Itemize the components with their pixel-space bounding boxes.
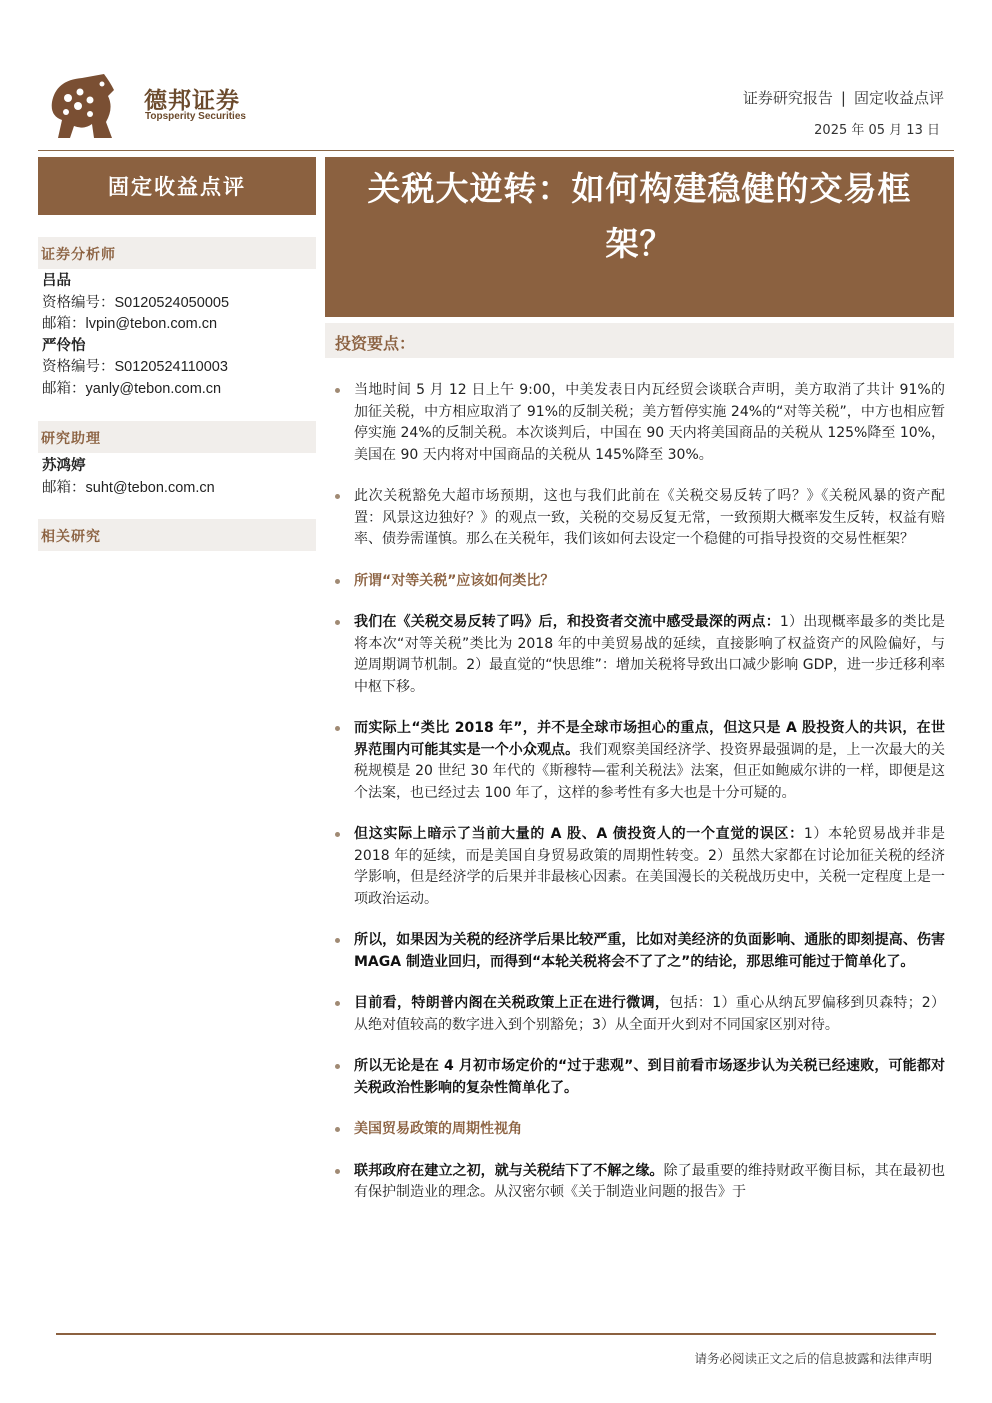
report-category	[743, 87, 944, 108]
header-divider	[38, 150, 954, 151]
paragraph-text: 除了最重要的维持财政平衡目标，其在最初也有保护制造业的理念。从汉密尔顿《关于制造业问题的报告》于	[354, 1162, 945, 1200]
bullet-paragraph	[333, 824, 945, 910]
brand-name-en: Topsperity Securities	[145, 111, 246, 122]
brand-name-cn: 德邦证券	[144, 88, 240, 114]
section-subheading: 美国贸易政策的周期性视角	[333, 1119, 945, 1141]
analyst-email[interactable]: 邮箱：lvpin@tebon.com.cn	[42, 316, 218, 332]
analyst-list	[42, 271, 229, 400]
bullet-paragraph	[333, 380, 945, 466]
paragraph-lead: 我们在《关税交易反转了吗》后，和投资者交流中感受最深的两点：	[354, 614, 780, 630]
analyst-email[interactable]: 邮箱：yanly@tebon.com.cn	[42, 380, 222, 397]
section-subheading: 所谓“对等关税”应该如何类比？	[333, 571, 945, 593]
bullet-paragraph	[333, 930, 945, 973]
report-body	[333, 380, 945, 1224]
report-type-banner: 固定收益点评	[38, 157, 316, 215]
paragraph-text: 1）出现概率最多的类比是将本次“对等关税”类比为 2018 年的中美贸易战的延续，直接影响了权益资产的风险偏好，与逆周期调节机制。2）最直觉的“快思维”：增加关税将导致出口减少影响 GDP，进一步迁移利率中枢下移。	[354, 614, 945, 695]
related-research-head: 相关研究	[38, 519, 316, 551]
disclaimer-note[interactable]: 请务必阅读正文之后的信息披露和法律声明	[694, 1351, 932, 1366]
paragraph-lead: 但这实际上暗示了当前大量的 A 股、A 债投资人的一个直觉的误区：	[354, 826, 804, 842]
paragraph-lead: 所以，如果因为关税的经济学后果比较严重，比如对美经济的负面影响、通胀的即刻提高、伤害 MAGA 制造业回归，而得到“本轮关税将会不了了之”的结论，那思维可能过于简单化了。	[354, 932, 945, 970]
report-subtype: 固定收益点评	[853, 89, 944, 107]
key-points-head: 投资要点：	[325, 323, 954, 358]
report-title: 关税大逆转：如何构建稳健的交易框架？	[325, 157, 954, 317]
analyst-cert: 资格编号：S0120524110003	[42, 359, 228, 375]
paragraph-lead: 联邦政府在建立之初，就与关税结下了不解之缘。	[354, 1162, 664, 1179]
analyst-cert: 资格编号：S0120524050005	[42, 294, 230, 311]
bullet-paragraph	[333, 993, 945, 1036]
bullet-paragraph	[333, 1056, 945, 1099]
bullet-paragraph	[333, 1161, 945, 1204]
assistant-info	[42, 456, 215, 499]
analyst-section-head: 证券分析师	[38, 237, 316, 269]
report-type: 证券研究报告	[742, 89, 833, 107]
paragraph-text: 此次关税豁免大超市场预期，这也与我们此前在《关税交易反转了吗？》《关税风暴的资产配置：风景这边独好？》的观点一致，关税的交易反复无常，一致预期大概率发生反转，权益有赔率、债券需谨慎。那么在关税年，我们该如何去设定一个稳健的可指导投资的交易性框架？	[354, 488, 945, 547]
assistant-name: 苏鸿婷	[42, 458, 86, 474]
paragraph-lead: 目前看，特朗普内阁在关税政策上正在进行微调，	[354, 995, 670, 1011]
analyst-name: 严伶怡	[42, 337, 86, 354]
bullet-paragraph	[333, 718, 945, 804]
paragraph-text: 我们观察美国经济学、投资界最强调的是，上一次最大的关税规模是 20 世纪 30 年代的《斯穆特—霍利关税法》法案，但正如鲍威尔讲的一样，即便是这个法案，也已经过去 100 年了，这样的参考性有多大也是十分可疑的。	[354, 741, 945, 801]
report-date: 2025 年 05 月 13 日	[814, 123, 940, 138]
separator: |	[840, 89, 846, 107]
paragraph-text: 当地时间 5 月 12 日上午 9:00，中美发表日内瓦经贸会谈联合声明，美方取消了共计 91%的加征关税，中方相应取消了 91%的反制关税；美方暂停实施 24%的“对等关税”，中方也相应暂停实施 24%的反制关税。本次谈判后，中国在 90 天内将美国商品的关税从 125%降至 10%，美国在 90 天内将对中国商品的关税从 145%降至 30%。	[354, 382, 945, 463]
paragraph-lead: 所以无论是在 4 月初市场定价的“过于悲观”、到目前看市场逐步认为关税已经速败，可能都对关税政治性影响的复杂性简单化了。	[354, 1058, 945, 1096]
footer-divider	[56, 1333, 936, 1335]
paragraph-lead: 而实际上“类比 2018 年”，并不是全球市场担心的重点，但这只是 A 股投资人的共识，在世界范围内可能其实是一个小众观点。	[354, 720, 945, 758]
assistant-email[interactable]: 邮箱：suht@tebon.com.cn	[42, 479, 215, 496]
assistant-section-head: 研究助理	[38, 421, 316, 453]
bullet-paragraph	[333, 612, 945, 698]
bullet-paragraph	[333, 486, 945, 551]
paragraph-text: 1）本轮贸易战并非是 2018 年的延续，而是美国自身贸易政策的周期性转变。2）虽然大家都在讨论加征关税的经济学影响，但是经济学的后果并非最核心因素。在美国漫长的关税战历史中，关税一定程度上是一项政治运动。	[354, 826, 945, 907]
paragraph-text: 包括：1）重心从纳瓦罗偏移到贝森特；2）从绝对值较高的数字进入到个别豁免；3）从全面开火到对不同国家区别对待。	[354, 995, 945, 1033]
analyst-name: 吕品	[42, 273, 71, 289]
tebon-logo	[44, 72, 124, 140]
